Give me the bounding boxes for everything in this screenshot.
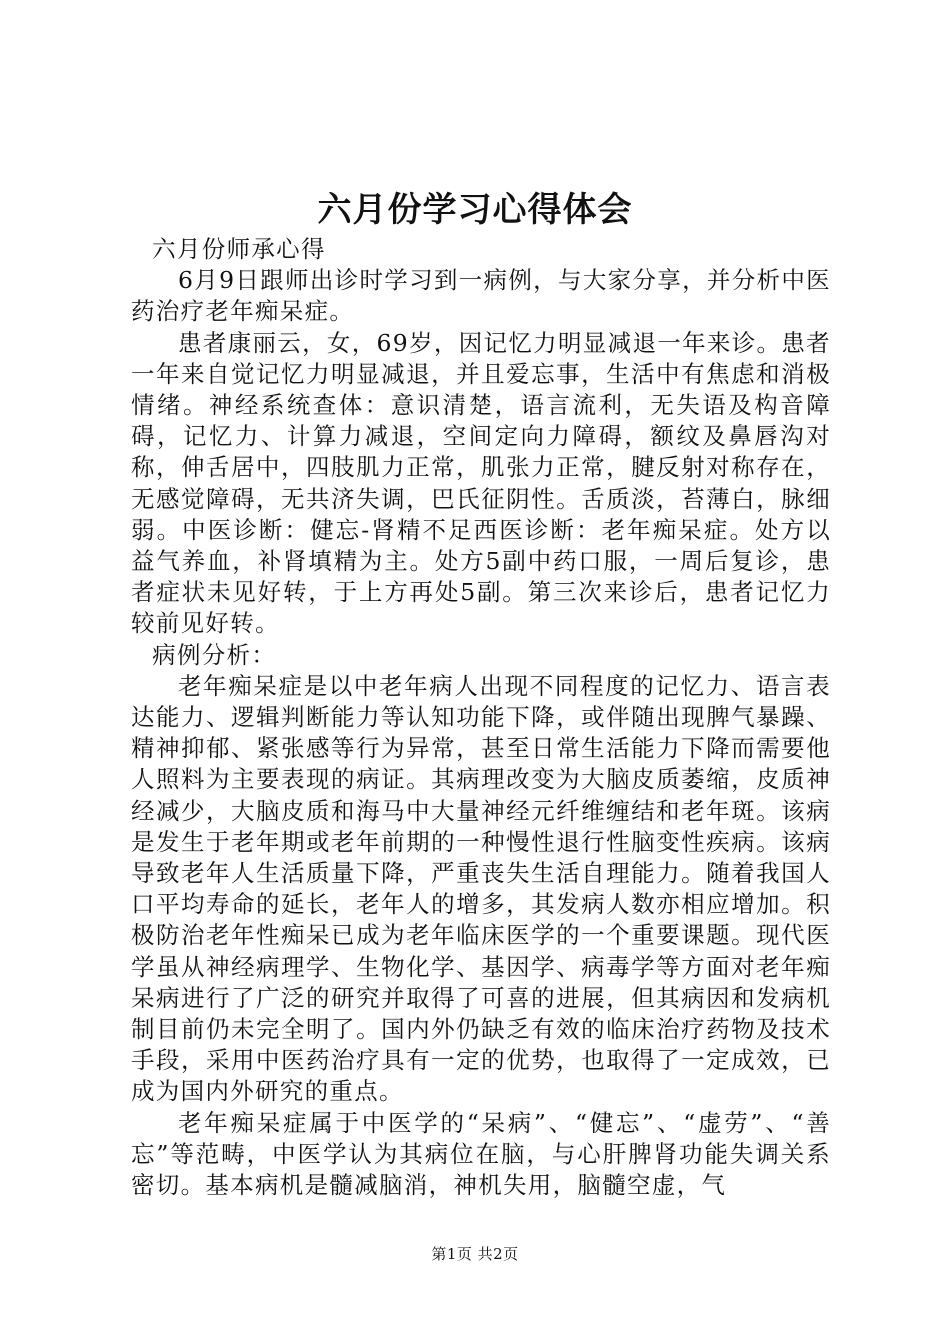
- section-heading-analysis: 病例分析：: [152, 640, 277, 669]
- paragraph-analysis: 老年痴呆症是以中老年病人出现不同程度的记忆力、语言表达能力、逻辑判断能力等认知功能下降，或伴随出现脾气暴躁、精神抑郁、紧张感等行为异常，甚至日常生活能力下降而需要他人照料为主要表现的病证。其病理改变为大脑皮质萎缩，皮质神经减少，大脑皮质和海马中大量神经元纤维缠结和老年斑。该病是发生于老年期或老年前期的一种慢性退行性脑变性疾病。该病导致老年人生活质量下降，严重丧失生活自理能力。随着我国人口平均寿命的延长，老年人的增多，其发病人数亦相应增加。积极防治老年性痴呆已成为老年临床医学的一个重要课题。现代医学虽从神经病理学、生物化学、基因学、病毒学等方面对老年痴呆病进行了广泛的研究并取得了可喜的进展，但其病因和发病机制目前仍未完全明了。国内外仍缺乏有效的临床治疗药物及技术手段，采用中医药治疗具有一定的优势，也取得了一定成效，已成为国内外研究的重点。: [131, 671, 831, 1106]
- paragraph-intro: 6月9日跟师出诊时学习到一病例，与大家分享，并分析中医药治疗老年痴呆症。: [131, 266, 831, 326]
- paragraph-case: 患者康丽云，女，69岁，因记忆力明显减退一年来诊。患者一年来自觉记忆力明显减退，并且爱忘事，生活中有焦虑和消极情绪。神经系统查体：意识清楚，语言流利，无失语及构音障碍，记忆力、计算力减退，空间定向力障碍，额纹及鼻唇沟对称，伸舌居中，四肢肌力正常，肌张力正常，腱反射对称存在，无感觉障碍，无共济失调，巴氏征阴性。舌质淡，苔薄白，脉细弱。中医诊断：健忘-肾精不足西医诊断：老年痴呆症。处方以益气养血，补肾填精为主。处方5副中药口服，一周后复诊，患者症状未见好转，于上方再处5副。第三次来诊后，患者记忆力较前见好转。: [131, 328, 831, 638]
- document-body: [131, 234, 831, 1201]
- document-title: 六月份学习心得体会: [317, 190, 633, 230]
- paragraph-tcm: 老年痴呆症属于中医学的“呆病”、“健忘”、“虚劳”、“善忘”等范畴，中医学认为其病位在脑，与心肝脾肾功能失调关系密切。基本病机是髓减脑消，神机失用，脑髓空虚，气: [131, 1108, 831, 1200]
- section-subtitle: 六月份师承心得: [152, 235, 326, 263]
- page-number: 第1页 共2页: [431, 1245, 519, 1263]
